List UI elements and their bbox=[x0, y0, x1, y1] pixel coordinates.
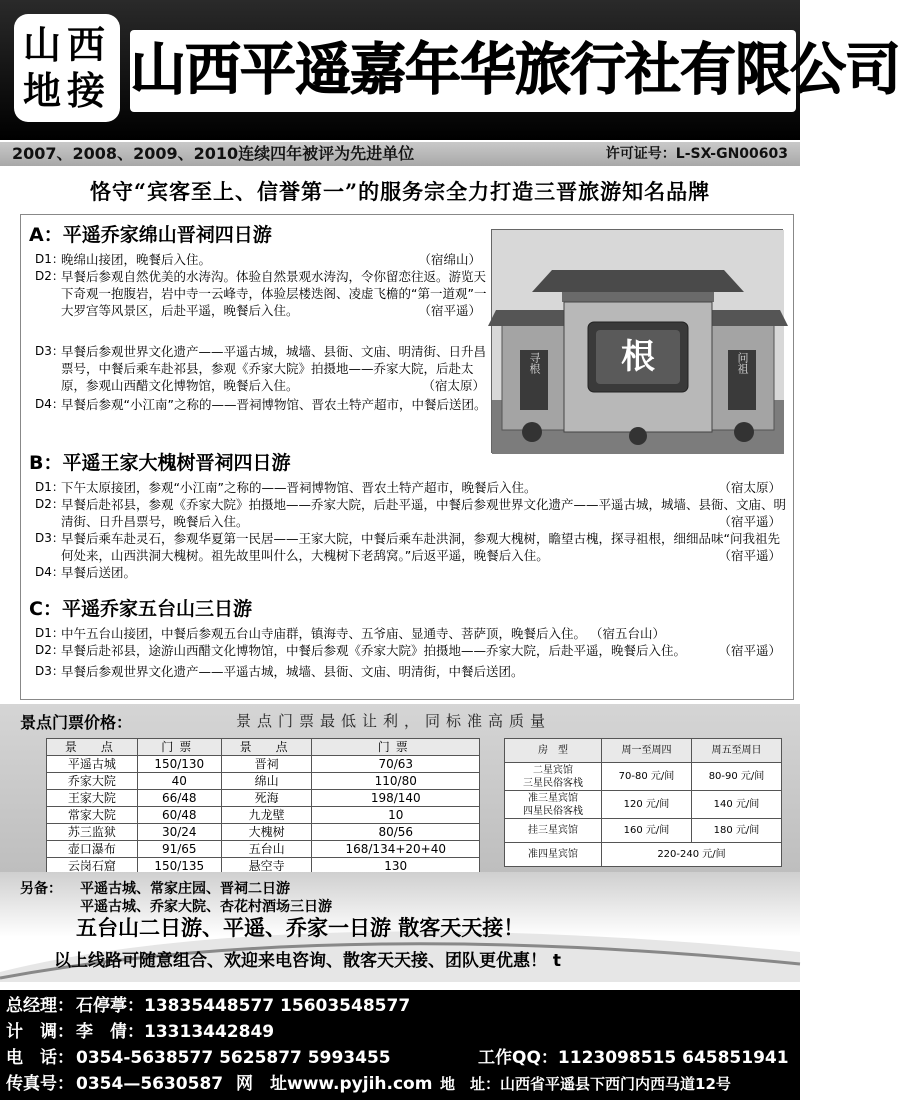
contact-qq bbox=[478, 1046, 789, 1070]
contact-phone bbox=[6, 1046, 391, 1070]
stay-note: （宿五台山） bbox=[590, 626, 666, 641]
table-cell: 二星宾馆 三星民俗客栈 bbox=[505, 763, 602, 791]
stay-note: （宿平遥） bbox=[418, 303, 481, 318]
table-cell: 30/24 bbox=[137, 824, 221, 841]
table-row bbox=[505, 843, 782, 867]
slogan: 恪守“宾客至上、信誉第一”的服务宗全力打造三晋旅游知名品牌 bbox=[89, 179, 711, 204]
table-row bbox=[47, 824, 480, 841]
promo-line-1: 平遥古城、常家庄园、晋祠二日游 bbox=[80, 881, 290, 897]
contact-footer bbox=[0, 990, 800, 1100]
day-text: 早餐后赴祁县，参观《乔家大院》拍摄地——乔家大院，后赴平遥，中餐后参观世界文化遗产——平遥古城，城墙、县衙、文庙、明清街、日升昌票号，晚餐后入住。 bbox=[61, 497, 787, 529]
contact-value: 0354—5630587 bbox=[76, 1074, 224, 1094]
contact-label: 电 话： bbox=[6, 1048, 74, 1068]
route-b-day-2: D2： 早餐后赴祁县，参观《乔家大院》拍摄地——乔家大院，后赴平遥，中餐后参观世界文化遗产——平遥古城，城墙、县衙、文庙、明清街、日升昌票号，晚餐后入住。 （宿平遥） bbox=[35, 497, 787, 529]
ticket-heading: 景点门票价格： bbox=[20, 713, 133, 732]
table-cell: 准三星宾馆 四星民俗客栈 bbox=[505, 791, 602, 819]
ticket-section bbox=[0, 704, 800, 880]
route-a-day-1: D1： （宿绵山） 晚绵山接团，晚餐后入住。 bbox=[29, 251, 487, 268]
route-c-day-2: D2： 早餐后赴祁县，途游山西醋文化博物馆，中餐后参观《乔家大院》拍摄地——乔家大院，后赴平遥，晚餐后入住。 （宿平遥） bbox=[29, 642, 787, 659]
header-banner bbox=[0, 0, 900, 140]
table-cell: 60/48 bbox=[137, 807, 221, 824]
day-text: 早餐后参观自然优美的水涛沟。体验自然景观水涛沟，令你留恋往返。游览天下奇观一抱腹岩，岩中寺一云峰寺，体验层楼迭阁、凌虚飞檐的“第一道观”一大罗宫等风景区，后赴平遥，晚餐后入住。 bbox=[61, 269, 487, 318]
day-text: 早餐后乘车赴灵石，参观华夏第一民居——王家大院，中餐后乘车赴洪洞，参观大槐树，瞻望古槐，探寻祖根，细细品味“问我祖先何处来，山西洪洞大槐树。祖先故里叫什么，大槐树下老鸹窝。”后返平遥，晚餐后入住。 bbox=[61, 531, 780, 563]
table-cell: 150/135 bbox=[137, 858, 221, 875]
plaque-left: 寻根 bbox=[528, 352, 541, 374]
badge-line-2: 地接 bbox=[22, 68, 111, 113]
route-a-day-4: D4： 早餐后参观“小江南”之称的——晋祠博物馆、晋农土特产超市，中餐后送团。 bbox=[35, 397, 487, 412]
day-text: 早餐后参观世界文化遗产——平遥古城，城墙、县衙、文庙、明清街、日升昌票号，中餐后乘车赴祁县，参观《乔家大院》拍摄地——乔家大院，后赴太原，参观山西醋文化博物馆，晚餐后入住。 bbox=[61, 344, 487, 393]
contact-dispatch bbox=[6, 1020, 274, 1044]
table-cell: 66/48 bbox=[137, 790, 221, 807]
day-text: 晚绵山接团，晚餐后入住。 bbox=[61, 252, 212, 267]
table-row bbox=[47, 790, 480, 807]
stay-note: （宿太原） bbox=[422, 378, 485, 393]
table-cell: 云岗石窟 bbox=[47, 858, 138, 875]
ticket-col-header: 门票 bbox=[312, 739, 480, 756]
day-text: 早餐后送团。 bbox=[61, 565, 137, 580]
table-row bbox=[505, 819, 782, 843]
hotel-col-header: 周一至周四 bbox=[601, 739, 691, 763]
ticket-subheading: 景点门票最低让利，同标准高质量 bbox=[236, 712, 552, 730]
contact-value: 石停葶：13835448577 15603548577 bbox=[76, 996, 411, 1016]
table-cell: 40 bbox=[137, 773, 221, 790]
table-row bbox=[505, 791, 782, 819]
route-c-title: C：平遥乔家五台山三日游 bbox=[29, 598, 252, 620]
stay-note: （宿太原） bbox=[718, 480, 781, 495]
contact-web bbox=[236, 1072, 432, 1096]
contact-label: 总经理： bbox=[6, 996, 74, 1016]
route-a-title: A：平遥乔家绵山晋祠四日游 bbox=[29, 224, 272, 246]
table-cell: 130 bbox=[312, 858, 480, 875]
stay-note: （宿平遥） bbox=[718, 548, 781, 563]
award-bar bbox=[0, 140, 800, 166]
promo-line-4: 以上线路可随意组合、欢迎来电咨询、散客天天接、团队更优惠！ t bbox=[54, 951, 562, 971]
contact-value: 李 倩：13313442849 bbox=[76, 1022, 275, 1042]
table-cell: 平遥古城 bbox=[47, 756, 138, 773]
ticket-table bbox=[46, 738, 480, 875]
table-row bbox=[505, 763, 782, 791]
table-cell: 常家大院 bbox=[47, 807, 138, 824]
route-a-day-3: D3： 早餐后参观世界文化遗产——平遥古城，城墙、县衙、文庙、明清街、日升昌票号，中餐后乘车赴祁县，参观《乔家大院》拍摄地——乔家大院，后赴太原，参观山西醋文化博物馆，晚餐后入住。 （宿太原） bbox=[29, 343, 491, 394]
photo-gate bbox=[491, 229, 783, 453]
license-number: 许可证号：L-SX-GN00603 bbox=[605, 146, 788, 162]
table-cell: 168/134+20+40 bbox=[312, 841, 480, 858]
plaque-main: 根 bbox=[621, 337, 655, 377]
route-c bbox=[29, 597, 787, 680]
contact-manager bbox=[6, 994, 410, 1018]
table-cell: 160 元/间 bbox=[601, 819, 691, 843]
table-cell: 九龙壁 bbox=[221, 807, 312, 824]
ticket-header-row bbox=[47, 739, 480, 756]
table-cell: 70-80 元/间 bbox=[601, 763, 691, 791]
table-cell: 198/140 bbox=[312, 790, 480, 807]
table-cell: 挂三星宾馆 bbox=[505, 819, 602, 843]
table-cell: 大槐树 bbox=[221, 824, 312, 841]
company-name: 山西平遥嘉年华旅行社有限公司 bbox=[130, 30, 796, 112]
hotel-col-header: 房 型 bbox=[505, 739, 602, 763]
day-text: 早餐后赴祁县，途游山西醋文化博物馆，中餐后参观《乔家大院》拍摄地——乔家大院，后赴平遥，晚餐后入住。 bbox=[61, 643, 687, 658]
contact-label: 传真号： bbox=[6, 1074, 74, 1094]
ticket-col-header: 景 点 bbox=[221, 739, 312, 756]
region-badge bbox=[14, 14, 120, 122]
table-cell: 五台山 bbox=[221, 841, 312, 858]
promo-section bbox=[0, 872, 800, 990]
contact-fax bbox=[6, 1072, 223, 1096]
contact-label: 工作QQ： bbox=[478, 1048, 558, 1068]
contact-label: 网 址 bbox=[236, 1074, 287, 1094]
table-row bbox=[47, 773, 480, 790]
stay-note: （宿平遥） bbox=[718, 514, 781, 529]
table-cell: 70/63 bbox=[312, 756, 480, 773]
table-cell: 王家大院 bbox=[47, 790, 138, 807]
ticket-col-header: 景 点 bbox=[47, 739, 138, 756]
award-text: 2007、2008、2009、2010连续四年被评为先进单位 bbox=[12, 144, 415, 163]
table-cell: 10 bbox=[312, 807, 480, 824]
table-row bbox=[47, 807, 480, 824]
day-text: 早餐后参观世界文化遗产——平遥古城，城墙、县衙、文庙、明清街，中餐后送团。 bbox=[61, 664, 524, 679]
table-cell: 220-240 元/间 bbox=[601, 843, 781, 867]
hotel-col-header: 周五至周日 bbox=[691, 739, 781, 763]
table-cell: 91/65 bbox=[137, 841, 221, 858]
route-a-day-2: D2： 早餐后参观自然优美的水涛沟。体验自然景观水涛沟，令你留恋往返。游览天下奇观一抱腹岩，岩中寺一云峰寺，体验层楼迭阁、凌虚飞檐的“第一道观”一大罗宫等风景区，后赴平遥，晚餐后入住。 （宿平遥） bbox=[35, 269, 487, 318]
hotel-table bbox=[504, 738, 782, 867]
table-cell: 180 元/间 bbox=[691, 819, 781, 843]
table-cell: 苏三监狱 bbox=[47, 824, 138, 841]
badge-line-1: 山西 bbox=[22, 22, 111, 67]
contact-value: 0354-5638577 5625877 5993455 bbox=[76, 1048, 391, 1068]
contact-value: 1123098515 645851941 bbox=[557, 1048, 789, 1068]
table-cell: 120 元/间 bbox=[601, 791, 691, 819]
route-c-day-3: D3： 早餐后参观世界文化遗产——平遥古城，城墙、县衙、文庙、明清街，中餐后送团。 bbox=[35, 664, 524, 679]
route-b bbox=[29, 451, 787, 581]
itinerary-box bbox=[20, 214, 794, 700]
table-cell: 死海 bbox=[221, 790, 312, 807]
table-cell: 壶口瀑布 bbox=[47, 841, 138, 858]
promo-line-2: 平遥古城、乔家大院、杏花村酒场三日游 bbox=[80, 899, 332, 915]
table-row bbox=[47, 756, 480, 773]
table-row bbox=[47, 841, 480, 858]
route-c-day-1: D1： 中午五台山接团，中餐后参观五台山寺庙群，镇海寺、五爷庙、显通寺、菩萨顶，晚餐后入住。 （宿五台山） bbox=[35, 626, 666, 641]
contact-value: 山西省平遥县下西门内西马道12号 bbox=[500, 1075, 731, 1093]
day-text: 早餐后参观“小江南”之称的——晋祠博物馆、晋农土特产超市，中餐后送团。 bbox=[61, 397, 487, 412]
table-cell: 绵山 bbox=[221, 773, 312, 790]
plaque-right: 问祖 bbox=[736, 352, 749, 374]
ticket-col-header: 门票 bbox=[137, 739, 221, 756]
table-cell: 80-90 元/间 bbox=[691, 763, 781, 791]
route-b-title: B：平遥王家大槐树晋祠四日游 bbox=[29, 452, 291, 474]
contact-label: 地 址： bbox=[440, 1075, 501, 1093]
table-cell: 110/80 bbox=[312, 773, 480, 790]
table-cell: 悬空寺 bbox=[221, 858, 312, 875]
table-cell: 80/56 bbox=[312, 824, 480, 841]
route-a-cont bbox=[29, 343, 491, 413]
table-cell: 140 元/间 bbox=[691, 791, 781, 819]
table-cell: 150/130 bbox=[137, 756, 221, 773]
day-text: 下午太原接团，参观“小江南”之称的——晋祠博物馆、晋农土特产超市，晚餐后入住。 bbox=[61, 480, 537, 495]
route-b-day-1: D1： （宿太原） 下午太原接团，参观“小江南”之称的——晋祠博物馆、晋农土特产超市，晚餐后入住。 bbox=[29, 479, 787, 496]
route-b-day-3: D3： 早餐后乘车赴灵石，参观华夏第一民居——王家大院，中餐后乘车赴洪洞，参观大槐树，瞻望古槐，探寻祖根，细细品味“问我祖先何处来，山西洪洞大槐树。祖先故里叫什么，大槐树下老鸹窝。”后返平遥，晚餐后入住。 （宿平遥） bbox=[29, 530, 787, 564]
day-text: 中午五台山接团，中餐后参观五台山寺庙群，镇海寺、五爷庙、显通寺、菩萨顶，晚餐后入住。 bbox=[61, 626, 587, 641]
website-link[interactable]: www.pyjih.com bbox=[287, 1074, 433, 1094]
route-a bbox=[29, 223, 487, 319]
promo-prefix: 另备： bbox=[20, 881, 62, 897]
promo-line-3: 五台山二日游、平遥、乔家一日游 散客天天接！ bbox=[76, 916, 525, 940]
route-b-day-4: D4： 早餐后送团。 bbox=[35, 565, 137, 580]
contact-address bbox=[440, 1072, 731, 1096]
stay-note: （宿平遥） bbox=[718, 643, 781, 658]
table-cell: 乔家大院 bbox=[47, 773, 138, 790]
contact-label: 计 调： bbox=[6, 1022, 74, 1042]
stay-note: （宿绵山） bbox=[418, 252, 481, 267]
hotel-header-row bbox=[505, 739, 782, 763]
table-cell: 晋祠 bbox=[221, 756, 312, 773]
table-cell: 准四星宾馆 bbox=[505, 843, 602, 867]
